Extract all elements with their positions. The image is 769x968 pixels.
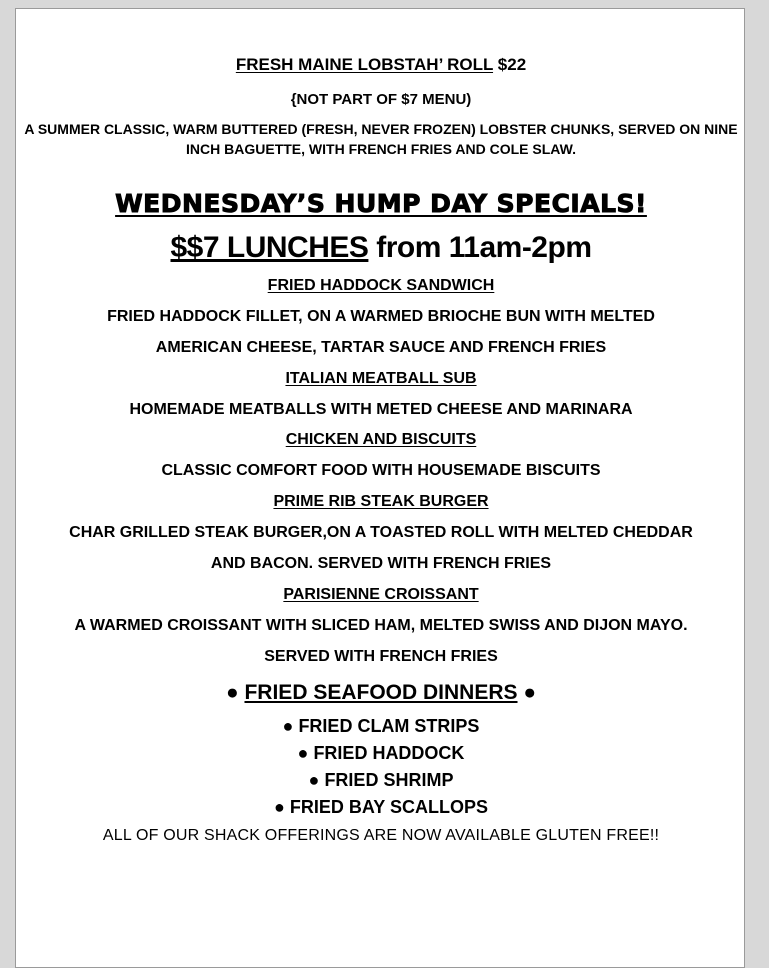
specials-heading: WEDNESDAY’S HUMP DAY SPECIALS! [115, 189, 647, 218]
item-desc: A WARMED CROISSANT WITH SLICED HAM, MELTED SWISS AND DIJON MAYO. [74, 617, 688, 634]
lobster-roll-name: FRESH MAINE LOBSTAH’ ROLL [235, 55, 494, 74]
item-desc: HOMEMADE MEATBALLS WITH METED CHEESE AND MARINARA [129, 401, 633, 418]
item-desc: CHAR GRILLED STEAK BURGER,ON A TOASTED ROLL WITH MELTED CHEDDAR [69, 524, 693, 541]
item-name: PARISIENNE CROISSANT [283, 586, 479, 603]
gluten-free-note: ALL OF OUR SHACK OFFERINGS ARE NOW AVAILABLE GLUTEN FREE!! [102, 827, 660, 844]
seafood-heading-label: FRIED SEAFOOD DINNERS [244, 681, 518, 704]
lobster-roll-title [16, 55, 746, 75]
seafood-heading [16, 681, 746, 705]
menu-page [15, 8, 745, 968]
item-name: CHICKEN AND BISCUITS [285, 431, 477, 448]
bullet-icon: ● [523, 681, 537, 704]
lobster-roll-desc-line2: INCH BAGUETTE, WITH FRENCH FRIES AND COLE SLAW. [186, 141, 576, 157]
seafood-item [16, 797, 746, 818]
bullet-icon: ● [308, 770, 320, 790]
item-desc: AMERICAN CHEESE, TARTAR SAUCE AND FRENCH FRIES [155, 339, 607, 356]
seafood-item [16, 743, 746, 764]
seafood-item-label: FRIED SHRIMP [324, 770, 454, 790]
lunch-time-label: from 11am-2pm [368, 231, 592, 264]
bullet-icon: ● [225, 681, 239, 704]
lobster-roll-note: {NOT PART OF $7 MENU) [290, 91, 472, 108]
seafood-item-label: FRIED HADDOCK [313, 743, 465, 763]
seafood-item [16, 770, 746, 791]
item-name: ITALIAN MEATBALL SUB [285, 370, 477, 387]
lobster-roll-desc-line1: A SUMMER CLASSIC, WARM BUTTERED (FRESH, NEVER FROZEN) LOBSTER CHUNKS, SERVED ON NINE [24, 121, 738, 137]
item-desc: FRIED HADDOCK FILLET, ON A WARMED BRIOCHE BUN WITH MELTED [107, 308, 655, 325]
bullet-icon: ● [282, 716, 294, 736]
lunch-price-label: $$7 LUNCHES [170, 231, 369, 264]
item-name: FRIED HADDOCK SANDWICH [267, 277, 495, 294]
seafood-item-label: FRIED CLAM STRIPS [298, 716, 480, 736]
item-name: PRIME RIB STEAK BURGER [273, 493, 489, 510]
lunch-hours [16, 231, 746, 265]
item-desc: CLASSIC COMFORT FOOD WITH HOUSEMADE BISCUITS [161, 462, 601, 479]
seafood-item-label: FRIED BAY SCALLOPS [289, 797, 488, 817]
item-desc: AND BACON. SERVED WITH FRENCH FRIES [210, 555, 552, 572]
bullet-icon: ● [297, 743, 309, 763]
bullet-icon: ● [274, 797, 285, 817]
item-desc: SERVED WITH FRENCH FRIES [264, 648, 498, 665]
seafood-item [16, 716, 746, 737]
lobster-roll-price: $22 [497, 55, 527, 74]
